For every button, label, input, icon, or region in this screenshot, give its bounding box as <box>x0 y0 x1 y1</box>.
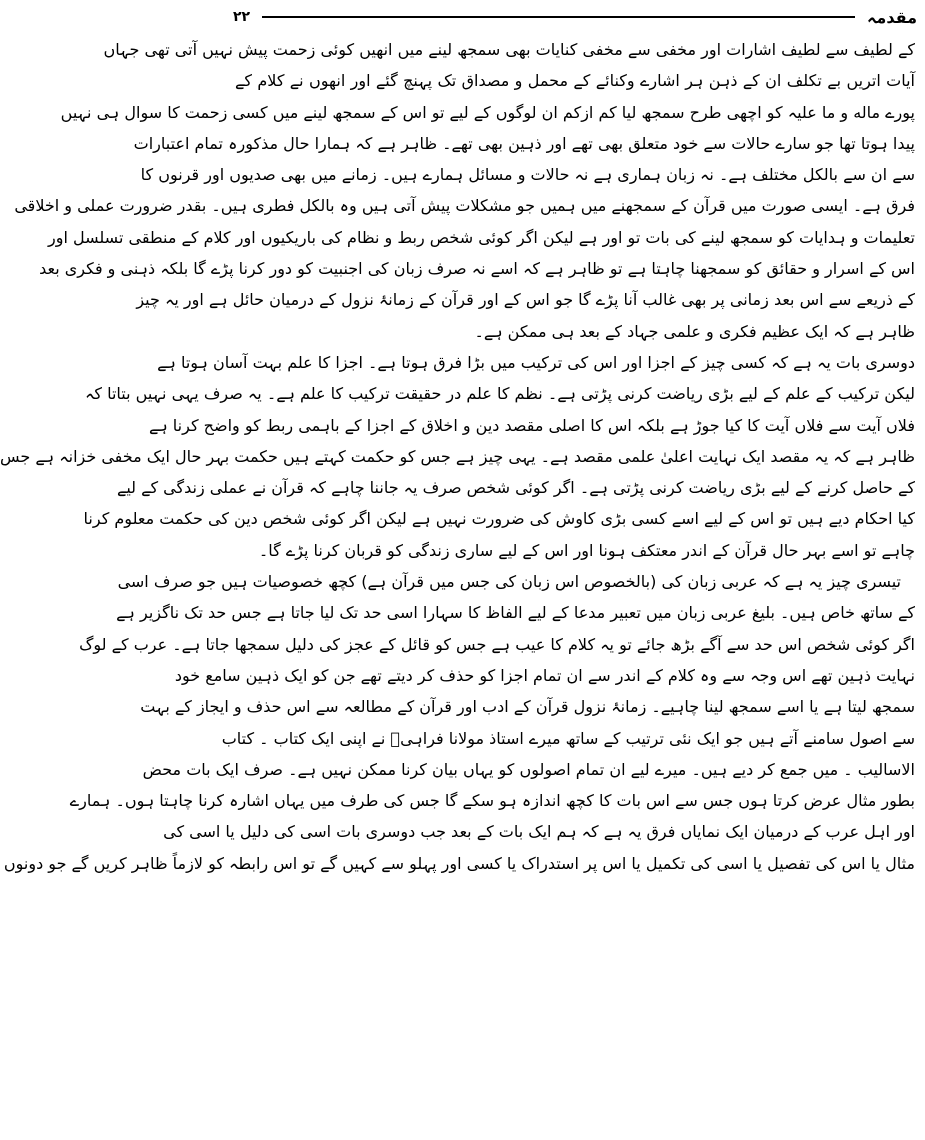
text-line: سمجھ لیتا ہے یا اسے سمجھ لینا چاہیے۔ زمانۂ نزول قرآن کے ادب اور قرآن کے مطالعہ سے اس حذف و ایجاز کے بہت <box>140 697 915 717</box>
text-line: اگر کوئی شخص اس حد سے آگے بڑھ جائے تو یہ کلام کا عیب ہے جس کو قائل کے عجز کی دلیل سمجھا جاتا ہے۔ عرب کے لوگ <box>79 634 915 654</box>
page-number: ۲۲ <box>233 9 251 25</box>
text-line: فرق ہے۔ ایسی صورت میں قرآن کے سمجھنے میں ہمیں جو مشکلات پیش آتی ہیں وہ بالکل فطری ہیں۔ بقدر ضرورت عملی و اخلاقی <box>14 196 915 216</box>
text-line: بطور مثال عرض کرتا ہوں جس سے اس بات کا کچھ اندازہ ہو سکے گا جس کی طرف میں یہاں اشارہ کرنا چاہتا ہوں۔ ہمارے <box>69 791 915 811</box>
header-rule <box>262 16 855 18</box>
text-line: ظاہر ہے کہ ایک عظیم فکری و علمی جہاد کے بعد ہی ممکن ہے۔ <box>474 321 915 341</box>
text-line: پورے ماله و ما علیہ کو اچھی طرح سمجھ لیا کم ازکم ان لوگوں کے لیے تو اس کے سمجھ لینے میں کسی زحمت کا سوال ہی نہیں <box>60 102 915 122</box>
text-line: کے ساتھ خاص ہیں۔ بلیغ عربی زبان میں تعبیر مدعا کے لیے الفاظ کا سہارا اسی حد تک لیا جاتا ہے جس حد تک ناگزیر ہے <box>116 603 915 623</box>
text-line: لیکن ترکیب کے علم کے لیے بڑی ریاضت کرنی پڑتی ہے۔ نظم کا علم در حقیقت ترکیب کا علم ہے۔ یہ صرف یہی نہیں بتاتا کہ <box>85 384 915 404</box>
text-line: اور اہل عرب کے درمیان ایک نمایاں فرق یہ ہے کہ ہم ایک بات کے بعد جب دوسری بات اسی کی دلیل یا اسی کی <box>163 822 915 842</box>
text-line: سے ان سے بالکل مختلف ہے۔ نہ زبان ہماری ہے نہ حالات و مسائل ہمارے ہیں۔ زمانے میں بھی صدیوں اور قرنوں کا <box>140 165 915 185</box>
text-line: کیا احکام دیے ہیں تو اس کے لیے اسے کسی بڑی کاوش کی ضرورت نہیں ہے لیکن اگر کوئی شخص دین کی حکمت معلوم کرنا <box>83 509 915 529</box>
text-line: مثال یا اس کی تفصیل یا اسی کی تکمیل یا اس پر استدراک یا کسی اور پہلو سے کہیں گے تو اس رابطہ کو لازماً ظاہر کریں گے جو دونوں <box>3 853 915 873</box>
text-line: تعلیمات و ہدایات کو سمجھ لینے کی بات تو اور ہے لیکن اگر کوئی شخص ربط و نظام کی باریکیوں اور کلام کے منطقی تسلسل اور <box>48 227 915 247</box>
body-text <box>0 34 917 879</box>
text-line: اس کے اسرار و حقائق کو سمجھنا چاہتا ہے تو ظاہر ہے کہ اسے نہ صرف زبان کی اجنبیت کو دور کرنا پڑے گا بلکہ ذہنی و فکری بعد <box>39 259 915 279</box>
text-line: کے لطیف سے لطیف اشارات اور مخفی سے مخفی کنایات بھی سمجھ لینے میں انھیں کوئی زحمت پیش نہیں آتی تھی جہاں <box>103 40 915 59</box>
text-line: پیدا ہوتا تھا جو سارے حالات سے خود متعلق بھی تھے اور ذہین بھی تھے۔ ظاہر ہے کہ ہمارا حال مذکورہ تمام اعتبارات <box>133 133 915 153</box>
text-line: ظاہر ہے کہ یہ مقصد ایک نہایت اعلیٰ علمی مقصد ہے۔ یہی چیز ہے جس کو حکمت کہتے ہیں حکمت بہر حال ایک مخفی خزانہ ہے جس <box>0 446 915 466</box>
paragraph-1 <box>14 34 917 347</box>
text-line: تیسری چیز یہ ہے کہ عربی زبان کی (بالخصوص اس زبان کی جس میں قرآن ہے) کچھ خصوصیات ہیں جو صرف اسی <box>117 572 901 592</box>
paragraph-3 <box>3 566 917 879</box>
text-line: سے اصول سامنے آتے ہیں جو ایک نئی ترتیب کے ساتھ میرے استاذ مولانا فراہیؒ نے اپنی ایک کتاب ۔ کتاب <box>221 728 915 748</box>
text-line: نہایت ذہین تھے اس وجہ سے وہ کلام کے اندر سے ان تمام اجزا کو حذف کر دیتے تھے جن کو ایک ذہین سامع خود <box>174 665 915 685</box>
chapter-title: مقدمہ <box>867 7 917 27</box>
text-line: آیات اتریں بے تکلف ان کے ذہن ہر اشارے وکنائے کے محمل و مصداق تک پہنچ گئے اور انھوں نے کلام کے <box>235 71 915 91</box>
page-header <box>233 6 917 28</box>
text-line: دوسری بات یہ ہے کہ کسی چیز کے اجزا اور اس کی ترکیب میں بڑا فرق ہوتا ہے۔ اجزا کا علم بہت آسان ہوتا ہے <box>157 352 915 372</box>
text-line: چاہے تو اسے بہر حال قرآن کے اندر معتکف ہونا اور اس کے لیے ساری زندگی کو قربان کرنا پڑے گا۔ <box>258 540 915 560</box>
text-line: فلاں آیت سے فلاں آیت کا کیا جوڑ ہے بلکہ اس کا اصلی مقصد دین و اخلاق کے اجزا کے باہمی ربط کو واضح کرنا ہے <box>148 415 915 435</box>
text-line: کے ذریعے سے اس بعد زمانی پر بھی غالب آنا پڑے گا جو اس کے اور قرآن کے زمانۂ نزول کے درمیان حائل ہے اور یہ چیز <box>136 290 915 310</box>
text-line: الاسالیب ۔ میں جمع کر دیے ہیں۔ میرے لیے ان تمام اصولوں کو یہاں بیان کرنا ممکن نہیں ہے۔ صرف ایک بات محض <box>142 759 915 779</box>
paragraph-2 <box>0 347 917 566</box>
text-line: کے حاصل کرنے کے لیے بڑی ریاضت کرنی پڑتی ہے۔ اگر کوئی شخص صرف یہ جاننا چاہے کہ قرآن نے عملی زندگی کے لیے <box>116 478 915 498</box>
